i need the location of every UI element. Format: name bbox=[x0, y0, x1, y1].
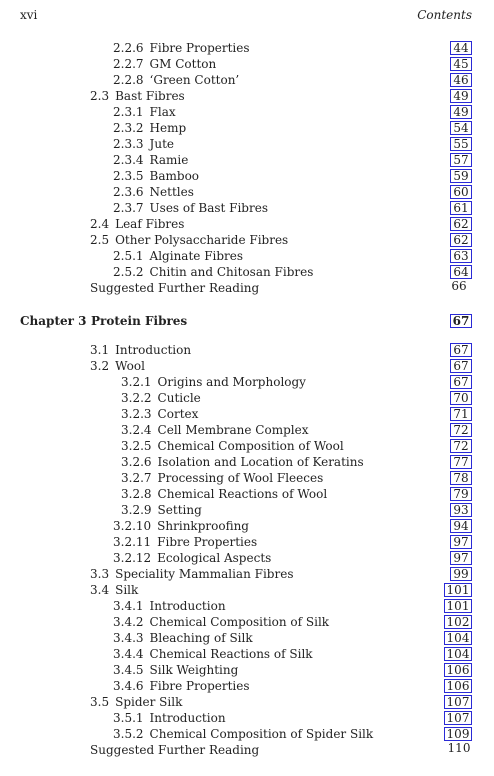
toc-entry[interactable] bbox=[0, 390, 494, 406]
chapter-label: Chapter 3 bbox=[20, 314, 87, 328]
toc-entry[interactable] bbox=[0, 598, 494, 614]
section-number: 3.4 bbox=[90, 583, 110, 597]
section-title: Chemical Reactions of Silk bbox=[149, 647, 313, 661]
page-number-link[interactable]: 49 bbox=[450, 89, 472, 103]
page-number-link[interactable]: 106 bbox=[444, 663, 472, 677]
section-number: 3.2.12 bbox=[113, 551, 152, 565]
toc-entry[interactable] bbox=[0, 264, 494, 280]
section-number: 2.3.2 bbox=[113, 121, 144, 135]
page-number-link[interactable]: 97 bbox=[450, 551, 472, 565]
section-title: Ecological Aspects bbox=[157, 551, 272, 565]
section-number: 3.2.8 bbox=[121, 487, 152, 501]
toc-entry[interactable] bbox=[0, 582, 494, 598]
section-title: Bamboo bbox=[149, 169, 200, 183]
toc-entry[interactable] bbox=[0, 518, 494, 534]
toc-entry[interactable] bbox=[0, 662, 494, 678]
toc-entry[interactable] bbox=[0, 248, 494, 264]
page-number-link[interactable]: 101 bbox=[444, 599, 472, 613]
section-title: Uses of Bast Fibres bbox=[149, 201, 268, 215]
toc-entry[interactable] bbox=[0, 710, 494, 726]
page-number-link[interactable]: 71 bbox=[450, 407, 472, 421]
toc-entry[interactable] bbox=[0, 486, 494, 502]
section-title: Isolation and Location of Keratins bbox=[157, 455, 364, 469]
page-number-link[interactable]: 97 bbox=[450, 535, 472, 549]
page-number-link[interactable]: 72 bbox=[450, 439, 472, 453]
toc-entry[interactable] bbox=[0, 614, 494, 630]
section-number: 3.2.4 bbox=[121, 423, 152, 437]
page-number: 66 bbox=[451, 279, 467, 293]
page-number-link[interactable]: 46 bbox=[450, 73, 472, 87]
section-number: 2.4 bbox=[90, 217, 110, 231]
section-title: Other Polysaccharide Fibres bbox=[115, 233, 289, 247]
section-title: ‘Green Cotton’ bbox=[149, 73, 240, 87]
chapter-heading[interactable] bbox=[0, 312, 494, 330]
toc-entry[interactable] bbox=[0, 566, 494, 582]
section-number: 3.4.2 bbox=[113, 615, 144, 629]
page-number-link[interactable]: 63 bbox=[450, 249, 472, 263]
page-header bbox=[20, 8, 472, 24]
section-number: 3.5.2 bbox=[113, 727, 144, 741]
toc-entry[interactable] bbox=[0, 358, 494, 374]
section-number: 3.4.6 bbox=[113, 679, 144, 693]
section-number: 2.5.2 bbox=[113, 265, 144, 279]
section-number: 3.2.11 bbox=[113, 535, 152, 549]
section-number: 2.3.7 bbox=[113, 201, 144, 215]
page-number-link[interactable]: 109 bbox=[444, 727, 472, 741]
page-number-link[interactable]: 77 bbox=[450, 455, 472, 469]
section-title: Spider Silk bbox=[115, 695, 183, 709]
toc-entry[interactable] bbox=[0, 56, 494, 72]
section-title: Speciality Mammalian Fibres bbox=[115, 567, 294, 581]
section-title: Cortex bbox=[157, 407, 199, 421]
toc-entry[interactable] bbox=[0, 232, 494, 248]
section-number: 2.3.3 bbox=[113, 137, 144, 151]
toc-entry[interactable] bbox=[0, 200, 494, 216]
section-title: Flax bbox=[149, 105, 176, 119]
page-number-link[interactable]: 60 bbox=[450, 185, 472, 199]
section-number: 3.2.7 bbox=[121, 471, 152, 485]
section-number: 2.5 bbox=[90, 233, 110, 247]
section-title: Cell Membrane Complex bbox=[157, 423, 309, 437]
section-number: 2.5.1 bbox=[113, 249, 144, 263]
section-number: 3.4.4 bbox=[113, 647, 144, 661]
page-number-link[interactable]: 62 bbox=[450, 233, 472, 247]
toc-entry[interactable] bbox=[0, 438, 494, 454]
page-number-link[interactable]: 54 bbox=[450, 121, 472, 135]
page-number-link[interactable]: 107 bbox=[444, 695, 472, 709]
section-number: 3.5 bbox=[90, 695, 110, 709]
section-number: 2.2.6 bbox=[113, 41, 144, 55]
section-title: Bast Fibres bbox=[115, 89, 185, 103]
section-title: Cuticle bbox=[157, 391, 201, 405]
section-number: 2.3.5 bbox=[113, 169, 144, 183]
page-number-link[interactable]: 104 bbox=[444, 647, 472, 661]
section-title: Suggested Further Reading bbox=[90, 743, 260, 757]
toc-entry[interactable] bbox=[0, 550, 494, 566]
section-number: 3.2.1 bbox=[121, 375, 152, 389]
section-title: Chemical Composition of Wool bbox=[157, 439, 344, 453]
section-title: Chitin and Chitosan Fibres bbox=[149, 265, 314, 279]
section-title: Wool bbox=[115, 359, 145, 373]
page-number-link[interactable]: 67 bbox=[450, 343, 472, 357]
toc-entry[interactable] bbox=[0, 280, 494, 296]
toc-entry[interactable] bbox=[0, 646, 494, 662]
section-title: Chemical Composition of Silk bbox=[149, 615, 330, 629]
section-title: Alginate Fibres bbox=[149, 249, 244, 263]
section-number: 3.1 bbox=[90, 343, 110, 357]
page-number-link[interactable]: 99 bbox=[450, 567, 472, 581]
chapter-title: Protein Fibres bbox=[91, 314, 188, 328]
page-number-link[interactable]: 104 bbox=[444, 631, 472, 645]
section-number: 3.4.5 bbox=[113, 663, 144, 677]
section-title: Bleaching of Silk bbox=[149, 631, 253, 645]
section-title: Chemical Composition of Spider Silk bbox=[149, 727, 374, 741]
section-title: Chemical Reactions of Wool bbox=[157, 487, 328, 501]
section-number: 3.4.3 bbox=[113, 631, 144, 645]
toc-entry[interactable] bbox=[0, 422, 494, 438]
section-title: Processing of Wool Fleeces bbox=[157, 471, 324, 485]
page-number-link[interactable]: 94 bbox=[450, 519, 472, 533]
section-title: Introduction bbox=[149, 711, 226, 725]
page-number-link[interactable]: 101 bbox=[444, 583, 472, 597]
section-number: 3.2.6 bbox=[121, 455, 152, 469]
running-title: Contents bbox=[417, 8, 472, 22]
page-number-link[interactable]: 70 bbox=[450, 391, 472, 405]
section-title: Jute bbox=[149, 137, 175, 151]
section-number: 3.2.3 bbox=[121, 407, 152, 421]
section-title: GM Cotton bbox=[149, 57, 217, 71]
section-number: 3.2.9 bbox=[121, 503, 152, 517]
section-title: Fibre Properties bbox=[149, 41, 250, 55]
toc-entry[interactable] bbox=[0, 374, 494, 390]
section-title: Fibre Properties bbox=[149, 679, 250, 693]
section-title: Origins and Morphology bbox=[157, 375, 306, 389]
section-number: 3.2.10 bbox=[113, 519, 152, 533]
section-number: 2.3.1 bbox=[113, 105, 144, 119]
toc-entry[interactable] bbox=[0, 184, 494, 200]
page-number-link[interactable]: 93 bbox=[450, 503, 472, 517]
section-number: 3.4.1 bbox=[113, 599, 144, 613]
toc-entry[interactable] bbox=[0, 120, 494, 136]
toc-entry[interactable] bbox=[0, 678, 494, 694]
section-title: Leaf Fibres bbox=[115, 217, 185, 231]
section-number: 3.3 bbox=[90, 567, 110, 581]
section-title: Introduction bbox=[149, 599, 226, 613]
page-number-link[interactable]: 107 bbox=[444, 711, 472, 725]
section-title: Setting bbox=[157, 503, 202, 517]
page-number-link[interactable]: 64 bbox=[450, 265, 472, 279]
section-number: 3.2.5 bbox=[121, 439, 152, 453]
toc-entry[interactable] bbox=[0, 168, 494, 184]
toc-entry[interactable] bbox=[0, 406, 494, 422]
page-number-link[interactable]: 102 bbox=[444, 615, 472, 629]
toc-entry[interactable] bbox=[0, 726, 494, 742]
section-title: Suggested Further Reading bbox=[90, 281, 260, 295]
page-number: 110 bbox=[447, 741, 471, 755]
toc-entry[interactable] bbox=[0, 694, 494, 710]
toc-entry[interactable] bbox=[0, 216, 494, 232]
toc-entry[interactable] bbox=[0, 104, 494, 120]
page-number-link[interactable]: 59 bbox=[450, 169, 472, 183]
page-number-link[interactable]: 44 bbox=[450, 41, 472, 55]
page-number-link[interactable]: 57 bbox=[450, 153, 472, 167]
toc-entry[interactable] bbox=[0, 630, 494, 646]
toc-entry[interactable] bbox=[0, 136, 494, 152]
section-number: 2.3.4 bbox=[113, 153, 144, 167]
section-title: Nettles bbox=[149, 185, 194, 199]
toc-entry[interactable] bbox=[0, 72, 494, 88]
section-number: 3.5.1 bbox=[113, 711, 144, 725]
toc-entry[interactable] bbox=[0, 152, 494, 168]
page-number-link[interactable]: 55 bbox=[450, 137, 472, 151]
section-title: Shrinkproofing bbox=[157, 519, 249, 533]
section-title: Introduction bbox=[115, 343, 192, 357]
section-title: Ramie bbox=[149, 153, 189, 167]
page-number-link[interactable]: 106 bbox=[444, 679, 472, 693]
page-number-link[interactable]: 72 bbox=[450, 423, 472, 437]
page-number-link[interactable]: 45 bbox=[450, 57, 472, 71]
page-number-link[interactable]: 61 bbox=[450, 201, 472, 215]
page-number-link[interactable]: 49 bbox=[450, 105, 472, 119]
page-number-link[interactable]: 78 bbox=[450, 471, 472, 485]
page-number-link[interactable]: 67 bbox=[450, 359, 472, 373]
section-number: 2.2.8 bbox=[113, 73, 144, 87]
section-title: Hemp bbox=[149, 121, 187, 135]
toc-entry[interactable] bbox=[0, 454, 494, 470]
toc-entry[interactable] bbox=[0, 342, 494, 358]
section-title: Silk Weighting bbox=[149, 663, 239, 677]
roman-page-number: xvi bbox=[20, 8, 38, 22]
toc-entry[interactable] bbox=[0, 534, 494, 550]
section-title: Fibre Properties bbox=[157, 535, 258, 549]
toc-entry[interactable] bbox=[0, 502, 494, 518]
section-number: 2.3.6 bbox=[113, 185, 144, 199]
toc-entry[interactable] bbox=[0, 742, 494, 758]
section-number: 3.2.2 bbox=[121, 391, 152, 405]
section-number: 2.2.7 bbox=[113, 57, 144, 71]
chapter-page-link[interactable]: 67 bbox=[450, 314, 472, 328]
section-title: Silk bbox=[115, 583, 139, 597]
section-number: 2.3 bbox=[90, 89, 110, 103]
page-number-link[interactable]: 67 bbox=[450, 375, 472, 389]
section-number: 3.2 bbox=[90, 359, 110, 373]
toc-entry[interactable] bbox=[0, 88, 494, 104]
page-number-link[interactable]: 62 bbox=[450, 217, 472, 231]
page-number-link[interactable]: 79 bbox=[450, 487, 472, 501]
toc-entry[interactable] bbox=[0, 40, 494, 56]
toc-entry[interactable] bbox=[0, 470, 494, 486]
